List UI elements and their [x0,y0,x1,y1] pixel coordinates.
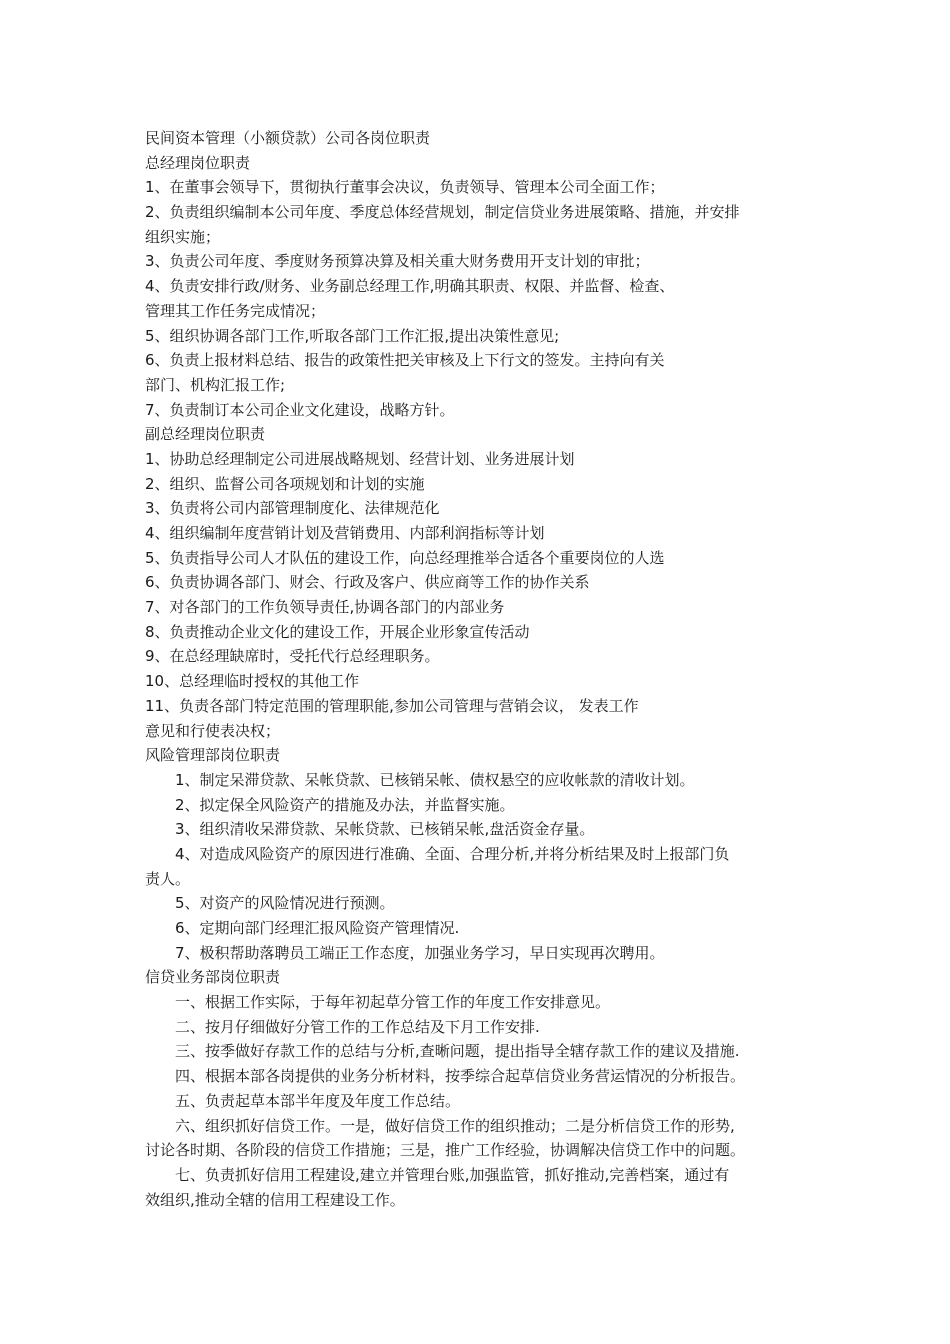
section-heading: 风险管理部岗位职责 [145,746,281,765]
paragraph-line: 4、负责安排行政/财务、业务副总经理工作,明确其职责、权限、并监督、检查、 [145,277,675,296]
paragraph-line: 3、负责公司年度、季度财务预算决算及相关重大财务费用开支计划的审批； [145,252,650,271]
section [145,422,813,743]
paragraph-line: 6、定期向部门经理汇报风险资产管理情况. [175,919,460,937]
paragraph-line: 11、负责各部门特定范围的管理职能,参加公司管理与营销会议， 发表工作 [145,696,639,715]
paragraph-line: 10、总经理临时授权的其他工作 [145,672,360,691]
paragraph-line: 管理其工作任务完成情况； [145,301,326,320]
paragraph-line: 3、负责将公司内部管理制度化、法律规范化 [145,499,440,518]
paragraph-line: 责人。 [145,869,191,888]
paragraph-line: 效组织,推动全辖的信用工程建设工作。 [145,1190,405,1209]
paragraph-line: 部门、机构汇报工作; [145,375,286,394]
paragraph-line: 2、拟定保全风险资产的措施及办法，并监督实施。 [175,795,515,814]
section-heading: 副总经理岗位职责 [145,425,266,444]
paragraph-line: 6、负责上报材料总结、报告的政策性把关审核及上下行文的签发。主持向有关 [145,351,665,370]
paragraph-line: 7、极积帮助落聘员工端正工作态度，加强业务学习，早日实现再次聘用。 [175,943,665,962]
paragraph-line: 组织实施； [145,227,221,246]
paragraph-line: 七、负责抓好信用工程建设,建立并管理台账,加强监管，抓好推动,完善档案，通过有 [175,1165,730,1184]
paragraph-line: 1、协助总经理制定公司进展战略规划、经营计划、业务进展计划 [145,449,575,468]
paragraph-line: 5、负责指导公司人才队伍的建设工作，向总经理推举合适各个重要岗位的人选 [145,548,665,567]
paragraph-line: 1、在董事会领导下，贯彻执行董事会决议，负责领导、管理本公司全面工作； [145,178,665,197]
paragraph-line: 二、按月仔细做好分管工作的工作总结及下月工作安排. [175,1017,540,1036]
paragraph-line: 四、根据本部各岗提供的业务分析材料，按季综合起草信贷业务营运情况的分析报告。 [175,1067,746,1086]
document-page [145,126,813,1212]
paragraph-line: 六、组织抓好信贷工作。一是，做好信贷工作的组织推动；二是分析信贷工作的形势, [175,1116,735,1135]
paragraph-line: 三、按季做好存款工作的总结与分析,查晰问题，提出指导全辖存款工作的建议及措施. [175,1042,740,1061]
paragraph-line: 4、对造成风险资产的原因进行准确、全面、合理分析,并将分析结果及时上报部门负 [175,844,730,863]
paragraph-line: 6、负责协调各部门、财会、行政及客户、供应商等工作的协作关系 [145,573,590,592]
paragraph-line: 讨论各时期、各阶段的信贷工作措施；三是，推广工作经验，协调解决信贷工作中的问题。 [145,1141,746,1160]
paragraph-line: 8、负责推动企业文化的建设工作，开展企业形象宣传活动 [145,622,530,641]
paragraph-line: 3、组织清收呆滞贷款、呆帐贷款、已核销呆帐,盘活资金存量。 [175,820,595,839]
section [145,965,813,1212]
section [145,743,813,965]
paragraph-line: 2、组织、监督公司各项规划和计划的实施 [145,474,425,493]
section [145,151,813,423]
document-body [145,151,813,1213]
document-title: 民间资本管理（小额贷款）公司各岗位职责 [145,129,431,147]
paragraph-line: 7、负责制订本公司企业文化建设，战略方针。 [145,400,455,419]
paragraph-line: 意见和行使表决权； [145,721,281,740]
section-heading: 信贷业务部岗位职责 [145,968,281,987]
paragraph-line: 7、对各部门的工作负领导责任,协调各部门的内部业务 [145,598,505,617]
paragraph-line: 2、负责组织编制本公司年度、季度总体经营规划，制定信贷业务进展策略、措施，并安排 [145,203,740,222]
paragraph-line: 9、在总经理缺席时，受托代行总经理职务。 [145,647,440,666]
paragraph-line: 1、制定呆滞贷款、呆帐贷款、已核销呆帐、债权悬空的应收帐款的清收计划。 [175,770,695,789]
paragraph-line: 4、组织编制年度营销计划及营销费用、内部利润指标等计划 [145,524,545,542]
paragraph-line: 5、对资产的风险情况进行预测。 [175,894,395,913]
paragraph-line: 五、负责起草本部半年度及年度工作总结。 [175,1091,461,1110]
section-heading: 总经理岗位职责 [145,153,251,172]
paragraph-line: 5、组织协调各部门工作,听取各部门工作汇报,提出决策性意见; [145,326,560,345]
paragraph-line: 一、根据工作实际，于每年初起草分管工作的年度工作安排意见。 [175,993,611,1012]
